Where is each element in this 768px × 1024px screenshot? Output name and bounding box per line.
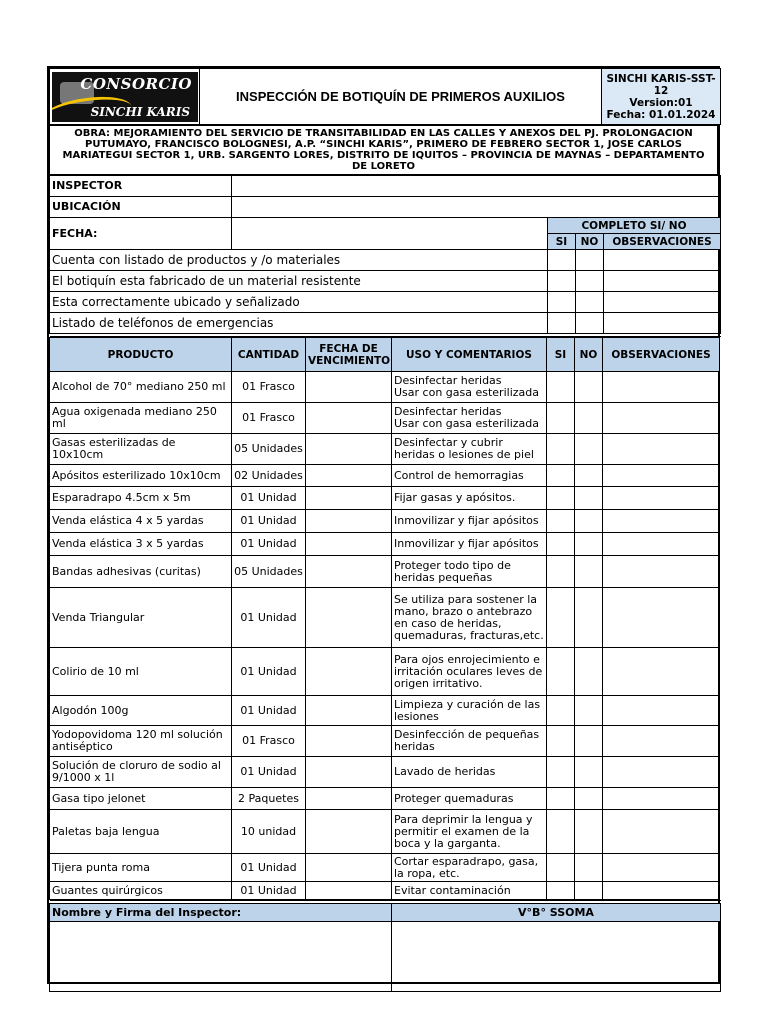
question-obs-cell[interactable] bbox=[604, 271, 721, 292]
product-quantity: 01 Frasco bbox=[232, 372, 306, 403]
question-row bbox=[50, 250, 721, 271]
product-row bbox=[50, 487, 720, 510]
question-row bbox=[50, 292, 721, 313]
product-expiry-cell[interactable] bbox=[306, 465, 392, 487]
product-si-cell[interactable] bbox=[547, 465, 575, 487]
product-no-cell[interactable] bbox=[575, 588, 603, 648]
document-title: INSPECCIÓN DE BOTIQUÍN DE PRIMEROS AUXILIOS bbox=[200, 69, 602, 125]
completo-header: COMPLETO SI/ NO bbox=[548, 218, 721, 234]
document-code-block bbox=[602, 69, 721, 125]
products-table bbox=[49, 337, 720, 900]
product-expiry-cell[interactable] bbox=[306, 403, 392, 434]
product-obs-cell[interactable] bbox=[603, 510, 720, 533]
vobo-signature-field[interactable] bbox=[392, 922, 721, 992]
product-use: Proteger todo tipo de heridas pequeñas bbox=[392, 556, 547, 588]
product-si-cell[interactable] bbox=[547, 757, 575, 788]
document-date: Fecha: 01.01.2024 bbox=[606, 108, 716, 121]
product-no-cell[interactable] bbox=[575, 556, 603, 588]
product-use: Fijar gasas y apósitos. bbox=[392, 487, 547, 510]
product-si-cell[interactable] bbox=[547, 788, 575, 810]
product-expiry-cell[interactable] bbox=[306, 556, 392, 588]
observaciones-header: OBSERVACIONES bbox=[604, 234, 721, 250]
question-no-cell[interactable] bbox=[576, 271, 604, 292]
general-info-table bbox=[49, 175, 721, 337]
no-header: NO bbox=[576, 234, 604, 250]
product-row bbox=[50, 588, 720, 648]
product-name: Gasa tipo jelonet bbox=[50, 788, 232, 810]
product-obs-cell[interactable] bbox=[603, 403, 720, 434]
product-name: Tijera punta roma bbox=[50, 854, 232, 882]
product-no-cell[interactable] bbox=[575, 510, 603, 533]
product-no-cell[interactable] bbox=[575, 726, 603, 757]
question-row bbox=[50, 271, 721, 292]
product-use: Lavado de heridas bbox=[392, 757, 547, 788]
product-si-cell[interactable] bbox=[547, 372, 575, 403]
product-expiry-cell[interactable] bbox=[306, 487, 392, 510]
product-no-cell[interactable] bbox=[575, 403, 603, 434]
product-use: Proteger quemaduras bbox=[392, 788, 547, 810]
product-obs-cell[interactable] bbox=[603, 810, 720, 854]
product-si-cell[interactable] bbox=[547, 696, 575, 726]
product-name: Solución de cloruro de sodio al 9/1000 x 1l bbox=[50, 757, 232, 788]
question-text: Cuenta con listado de productos y /o materiales bbox=[50, 250, 548, 271]
product-row bbox=[50, 372, 720, 403]
fecha-label: FECHA: bbox=[50, 218, 232, 250]
product-no-cell[interactable] bbox=[575, 810, 603, 854]
product-quantity: 01 Frasco bbox=[232, 726, 306, 757]
product-expiry-cell[interactable] bbox=[306, 810, 392, 854]
question-text: El botiquín esta fabricado de un material resistente bbox=[50, 271, 548, 292]
product-expiry-cell[interactable] bbox=[306, 372, 392, 403]
product-si-cell[interactable] bbox=[547, 487, 575, 510]
product-use: Desinfectar heridas Usar con gasa esterilizada bbox=[392, 372, 547, 403]
product-expiry-cell[interactable] bbox=[306, 854, 392, 882]
obra-table bbox=[49, 125, 718, 175]
product-expiry-cell[interactable] bbox=[306, 588, 392, 648]
col-no: NO bbox=[575, 338, 603, 372]
product-si-cell[interactable] bbox=[547, 556, 575, 588]
question-no-cell[interactable] bbox=[576, 250, 604, 271]
product-si-cell[interactable] bbox=[547, 854, 575, 882]
product-quantity: 01 Unidad bbox=[232, 510, 306, 533]
product-expiry-cell[interactable] bbox=[306, 726, 392, 757]
product-row bbox=[50, 403, 720, 434]
product-use: Desinfectar y cubrir heridas o lesiones de piel bbox=[392, 434, 547, 465]
product-row bbox=[50, 696, 720, 726]
product-no-cell[interactable] bbox=[575, 487, 603, 510]
question-row bbox=[50, 313, 721, 334]
product-rows bbox=[50, 372, 720, 900]
fecha-field[interactable] bbox=[232, 218, 548, 250]
product-quantity: 01 Unidad bbox=[232, 854, 306, 882]
vobo-label: V°B° SSOMA bbox=[392, 904, 721, 922]
product-quantity: 01 Unidad bbox=[232, 882, 306, 900]
question-si-cell[interactable] bbox=[548, 292, 576, 313]
product-row bbox=[50, 882, 720, 900]
product-name: Venda Triangular bbox=[50, 588, 232, 648]
product-obs-cell[interactable] bbox=[603, 556, 720, 588]
product-si-cell[interactable] bbox=[547, 882, 575, 900]
product-use: Para deprimir la lengua y permitir el examen de la boca y la garganta. bbox=[392, 810, 547, 854]
col-producto: PRODUCTO bbox=[50, 338, 232, 372]
product-no-cell[interactable] bbox=[575, 854, 603, 882]
col-vencimiento: FECHA DE VENCIMIENTO bbox=[306, 338, 392, 372]
document-code: SINCHI KARIS-SST-12 bbox=[606, 72, 716, 97]
product-obs-cell[interactable] bbox=[603, 757, 720, 788]
product-si-cell[interactable] bbox=[547, 533, 575, 556]
product-expiry-cell[interactable] bbox=[306, 648, 392, 696]
product-row bbox=[50, 533, 720, 556]
product-no-cell[interactable] bbox=[575, 757, 603, 788]
product-no-cell[interactable] bbox=[575, 788, 603, 810]
product-obs-cell[interactable] bbox=[603, 533, 720, 556]
product-no-cell[interactable] bbox=[575, 372, 603, 403]
product-quantity: 01 Unidad bbox=[232, 487, 306, 510]
product-si-cell[interactable] bbox=[547, 588, 575, 648]
inspector-signature-label: Nombre y Firma del Inspector: bbox=[50, 904, 392, 922]
product-quantity: 01 Unidad bbox=[232, 533, 306, 556]
product-name: Apósitos esterilizado 10x10cm bbox=[50, 465, 232, 487]
inspector-field[interactable] bbox=[232, 176, 721, 197]
product-use: Desinfección de pequeñas heridas bbox=[392, 726, 547, 757]
product-no-cell[interactable] bbox=[575, 434, 603, 465]
product-expiry-cell[interactable] bbox=[306, 434, 392, 465]
product-row bbox=[50, 726, 720, 757]
product-obs-cell[interactable] bbox=[603, 648, 720, 696]
product-si-cell[interactable] bbox=[547, 434, 575, 465]
product-quantity: 01 Unidad bbox=[232, 696, 306, 726]
product-obs-cell[interactable] bbox=[603, 788, 720, 810]
product-use: Evitar contaminación bbox=[392, 882, 547, 900]
product-obs-cell[interactable] bbox=[603, 465, 720, 487]
product-use: Inmovilizar y fijar apósitos bbox=[392, 510, 547, 533]
product-use: Limpieza y curación de las lesiones bbox=[392, 696, 547, 726]
product-expiry-cell[interactable] bbox=[306, 696, 392, 726]
logo-cell bbox=[50, 69, 200, 125]
product-obs-cell[interactable] bbox=[603, 372, 720, 403]
product-obs-cell[interactable] bbox=[603, 696, 720, 726]
product-no-cell[interactable] bbox=[575, 533, 603, 556]
question-obs-cell[interactable] bbox=[604, 292, 721, 313]
product-si-cell[interactable] bbox=[547, 726, 575, 757]
product-quantity: 01 Unidad bbox=[232, 757, 306, 788]
col-cantidad: CANTIDAD bbox=[232, 338, 306, 372]
logo-text-top: CONSORCIO bbox=[80, 74, 192, 93]
product-name: Colirio de 10 ml bbox=[50, 648, 232, 696]
product-use: Se utiliza para sostener la mano, brazo o antebrazo en caso de heridas, quemaduras, fracturas,etc. bbox=[392, 588, 547, 648]
product-name: Bandas adhesivas (curitas) bbox=[50, 556, 232, 588]
product-quantity: 01 Unidad bbox=[232, 648, 306, 696]
product-row bbox=[50, 788, 720, 810]
product-obs-cell[interactable] bbox=[603, 726, 720, 757]
product-name: Paletas baja lengua bbox=[50, 810, 232, 854]
product-expiry-cell[interactable] bbox=[306, 882, 392, 900]
col-uso: USO Y COMENTARIOS bbox=[392, 338, 547, 372]
product-use: Para ojos enrojecimiento e irritación oculares leves de origen irritativo. bbox=[392, 648, 547, 696]
question-si-cell[interactable] bbox=[548, 250, 576, 271]
company-logo bbox=[52, 72, 198, 122]
product-no-cell[interactable] bbox=[575, 465, 603, 487]
product-use: Desinfectar heridas Usar con gasa esterilizada bbox=[392, 403, 547, 434]
ubicacion-field[interactable] bbox=[232, 197, 721, 218]
product-name: Guantes quirúrgicos bbox=[50, 882, 232, 900]
product-row bbox=[50, 510, 720, 533]
product-row bbox=[50, 556, 720, 588]
product-quantity: 05 Unidades bbox=[232, 434, 306, 465]
product-si-cell[interactable] bbox=[547, 510, 575, 533]
product-row bbox=[50, 810, 720, 854]
product-name: Esparadrapo 4.5cm x 5m bbox=[50, 487, 232, 510]
question-obs-cell[interactable] bbox=[604, 313, 721, 334]
product-name: Venda elástica 3 x 5 yardas bbox=[50, 533, 232, 556]
product-si-cell[interactable] bbox=[547, 648, 575, 696]
product-row bbox=[50, 854, 720, 882]
product-name: Algodón 100g bbox=[50, 696, 232, 726]
inspector-signature-field[interactable] bbox=[50, 922, 392, 992]
product-expiry-cell[interactable] bbox=[306, 788, 392, 810]
product-no-cell[interactable] bbox=[575, 648, 603, 696]
product-row bbox=[50, 757, 720, 788]
signature-table bbox=[49, 900, 721, 992]
col-observaciones: OBSERVACIONES bbox=[603, 338, 720, 372]
question-obs-cell[interactable] bbox=[604, 250, 721, 271]
inspector-label: INSPECTOR bbox=[50, 176, 232, 197]
product-row bbox=[50, 465, 720, 487]
product-quantity: 10 unidad bbox=[232, 810, 306, 854]
question-text: Listado de teléfonos de emergencias bbox=[50, 313, 548, 334]
product-obs-cell[interactable] bbox=[603, 487, 720, 510]
product-row bbox=[50, 434, 720, 465]
logo-text-bottom: SINCHI KARIS bbox=[90, 104, 190, 119]
question-no-cell[interactable] bbox=[576, 313, 604, 334]
product-name: Alcohol de 70° mediano 250 ml bbox=[50, 372, 232, 403]
question-text: Esta correctamente ubicado y señalizado bbox=[50, 292, 548, 313]
obra-description: OBRA: MEJORAMIENTO DEL SERVICIO DE TRANSITABILIDAD EN LAS CALLES Y ANEXOS DEL PJ. PROLONGACION PUTUMAYO, FRANCISCO BOLOGNESI, A.P. “SINCHI KARIS”, PRIMERO DE FEBRERO SECTOR 1, JOSE CARLOS MARIATEGUI SECTOR 1, URB. SARGENTO LORES, DISTRITO DE IQUITOS – PROVINCIA DE MAYNAS – DEPARTAMENTO DE LORETO bbox=[50, 126, 718, 175]
product-use: Cortar esparadrapo, gasa, la ropa, etc. bbox=[392, 854, 547, 882]
document-version: Version:01 bbox=[629, 96, 693, 109]
product-obs-cell[interactable] bbox=[603, 882, 720, 900]
product-name: Gasas esterilizadas de 10x10cm bbox=[50, 434, 232, 465]
product-obs-cell[interactable] bbox=[603, 588, 720, 648]
product-no-cell[interactable] bbox=[575, 882, 603, 900]
product-use: Inmovilizar y fijar apósitos bbox=[392, 533, 547, 556]
product-obs-cell[interactable] bbox=[603, 434, 720, 465]
product-quantity: 01 Frasco bbox=[232, 403, 306, 434]
header-table bbox=[49, 68, 721, 125]
inspection-sheet bbox=[47, 66, 720, 984]
product-quantity: 2 Paquetes bbox=[232, 788, 306, 810]
product-quantity: 01 Unidad bbox=[232, 588, 306, 648]
question-no-cell[interactable] bbox=[576, 292, 604, 313]
si-header: SI bbox=[548, 234, 576, 250]
question-si-cell[interactable] bbox=[548, 313, 576, 334]
product-name: Yodopovidoma 120 ml solución antiséptico bbox=[50, 726, 232, 757]
product-quantity: 02 Unidades bbox=[232, 465, 306, 487]
product-use: Control de hemorragias bbox=[392, 465, 547, 487]
product-row bbox=[50, 648, 720, 696]
col-si: SI bbox=[547, 338, 575, 372]
product-name: Venda elástica 4 x 5 yardas bbox=[50, 510, 232, 533]
product-quantity: 05 Unidades bbox=[232, 556, 306, 588]
product-obs-cell[interactable] bbox=[603, 854, 720, 882]
product-expiry-cell[interactable] bbox=[306, 510, 392, 533]
ubicacion-label: UBICACIÓN bbox=[50, 197, 232, 218]
product-expiry-cell[interactable] bbox=[306, 757, 392, 788]
product-expiry-cell[interactable] bbox=[306, 533, 392, 556]
product-no-cell[interactable] bbox=[575, 696, 603, 726]
question-si-cell[interactable] bbox=[548, 271, 576, 292]
product-si-cell[interactable] bbox=[547, 403, 575, 434]
product-si-cell[interactable] bbox=[547, 810, 575, 854]
product-name: Agua oxigenada mediano 250 ml bbox=[50, 403, 232, 434]
